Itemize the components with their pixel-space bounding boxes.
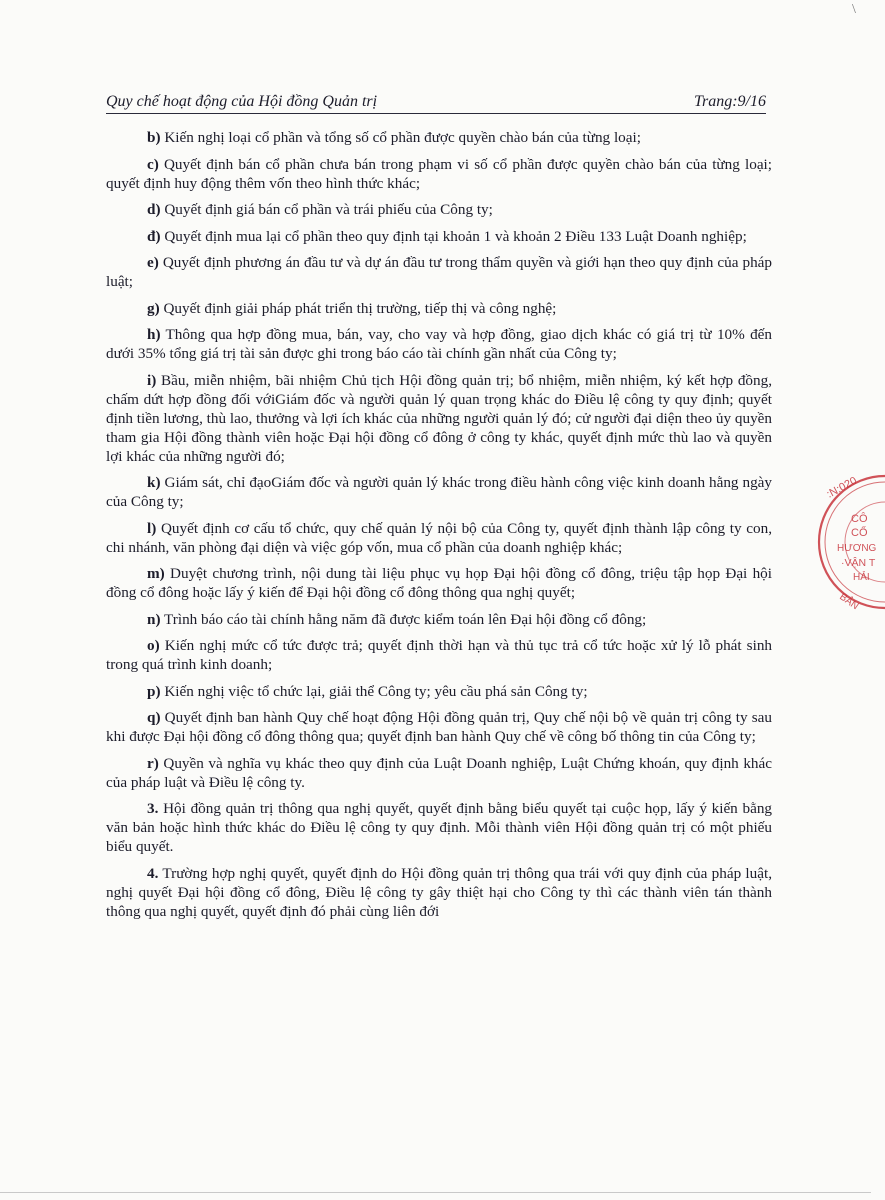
paragraph-label: l)	[147, 519, 157, 537]
paragraph-label: k)	[147, 474, 161, 491]
paragraph-label: r)	[147, 754, 159, 772]
paragraph-label: o)	[147, 637, 160, 654]
paragraph	[106, 636, 772, 674]
paragraph-label: d)	[147, 201, 161, 218]
paragraph	[106, 799, 772, 856]
paragraph-text: Kiến nghị mức cổ tức được trả; quyết định thời hạn và thủ tục trả cổ tức hoặc xử lý lỗ phát sinh trong quá trình kinh doanh;	[106, 637, 773, 673]
paragraph	[106, 128, 772, 147]
paragraph	[106, 708, 772, 746]
seal-text: CÔ	[851, 513, 868, 525]
page-number: Trang:9/16	[693, 93, 766, 110]
paragraph	[106, 864, 772, 921]
seal-text: HẢI	[853, 572, 870, 583]
paragraph-label: đ)	[147, 227, 161, 245]
paragraph-text: Hội đồng quản trị thông qua nghị quyết, quyết định bằng biểu quyết tại cuộc họp, lấy ý kiến bằng văn bản hoặc hình thức khác do Điều lệ công ty quy định. Mỗi thành viên Hội đồng quản trị có một phiếu biểu quyết.	[106, 800, 773, 855]
paragraph-text: Quyền và nghĩa vụ khác theo quy định của Luật Doanh nghiệp, Luật Chứng khoán, quy định khác của pháp luật và Điều lệ công ty.	[106, 754, 772, 791]
paragraph-text: Quyết định ban hành Quy chế hoạt động Hội đồng quản trị, Quy chế nội bộ về quản trị công ty sau khi được Đại hội đồng cổ đông thông qua; quyết định ban hành Quy chế về công bố thông tin của Công ty;	[106, 709, 772, 745]
paragraph-label: g)	[147, 299, 160, 317]
paragraph-label: c)	[147, 155, 159, 173]
seal-text: :N:020	[824, 474, 860, 501]
paragraph-text: Quyết định cơ cấu tổ chức, quy chế quản lý nội bộ của Công ty, quyết định thành lập công ty con, chi nhánh, văn phòng đại diện và việc góp vốn, mua cổ phần của doanh nghiệp khác;	[106, 519, 772, 556]
paragraph	[106, 200, 772, 219]
paragraph-text: Quyết định phương án đầu tư và dự án đầu tư trong thẩm quyền và giới hạn theo quy định của pháp luật;	[106, 254, 773, 290]
paragraph	[106, 253, 772, 291]
paragraph-label: 4.	[147, 864, 159, 882]
paragraph	[106, 473, 772, 511]
paragraph-label: q)	[147, 709, 161, 726]
paragraph-label: 3.	[147, 800, 159, 817]
paragraph	[106, 371, 772, 466]
paragraph	[106, 519, 772, 557]
paragraph	[106, 610, 772, 629]
paragraph-text: Quyết định mua lại cổ phần theo quy định tại khoản 1 và khoản 2 Điều 133 Luật Doanh nghiệp;	[164, 227, 747, 245]
seal-text: ·VẬN T	[841, 557, 876, 569]
paragraph-text: Giám sát, chỉ đạoGiám đốc và người quản lý khác trong điều hành công việc kinh doanh hằng ngày của Công ty;	[106, 474, 773, 510]
paragraph	[106, 754, 772, 792]
paragraph-label: h)	[147, 326, 161, 343]
company-seal	[795, 470, 885, 630]
paragraph-text: Kiến nghị việc tổ chức lại, giải thể Công ty; yêu cầu phá sản Công ty;	[164, 682, 588, 700]
paragraph-text: Duyệt chương trình, nội dung tài liệu phục vụ họp Đại hội đồng cổ đông, triệu tập họp Đại hội đồng cổ đông hoặc lấy ý kiến để Đại hội đồng cổ đông thông qua nghị quyết;	[106, 565, 772, 601]
paragraph	[106, 682, 772, 701]
paragraph-label: m)	[147, 565, 165, 582]
paragraph-label: b)	[147, 129, 161, 146]
paragraph	[106, 299, 772, 318]
paragraph	[106, 325, 772, 363]
scan-mark: \	[852, 2, 856, 17]
paragraph-text: Bầu, miễn nhiệm, bãi nhiệm Chủ tịch Hội đồng quản trị; bổ nhiệm, miễn nhiệm, ký kết hợp đồng, chấm dứt hợp đồng đối vớiGiám đốc và người quản lý quan trọng khác do Điều lệ công ty quy định; quyết định tiền lương, thù lao, thưởng và lợi ích khác của những người quản lý đó; cử người đại diện theo ủy quyền tham gia Hội đồng thành viên hoặc Đại hội đồng cổ đông ở công ty khác, quyết định mức thù lao và quyền lợi khác của những người đó;	[106, 371, 773, 465]
paragraph	[106, 155, 772, 193]
paragraph-text: Quyết định giải pháp phát triển thị trường, tiếp thị và công nghệ;	[163, 299, 557, 317]
paragraph-label: e)	[147, 254, 159, 271]
page-header	[106, 92, 766, 114]
paragraph	[106, 564, 772, 602]
seal-graphic	[795, 470, 885, 630]
paragraph-text: Thông qua hợp đồng mua, bán, vay, cho vay và hợp đồng, giao dịch khác có giá trị từ 10% đến dưới 35% tổng giá trị tài sản được ghi trong báo cáo tài chính gần nhất của Công ty;	[106, 326, 772, 362]
seal-text: CỔ	[851, 527, 868, 539]
document-body	[106, 128, 772, 928]
paragraph-text: Trường hợp nghị quyết, quyết định do Hội đồng quản trị thông qua trái với quy định của pháp luật, nghị quyết Đại hội đồng cổ đông, Điều lệ công ty gây thiệt hại cho Công ty thì các thành viên tán thành thông qua nghị quyết, quyết định đó phải cùng liên đới	[106, 864, 773, 920]
paragraph-label: i)	[147, 371, 157, 389]
page-bottom-edge	[0, 1192, 871, 1193]
paragraph-text: Quyết định giá bán cổ phần và trái phiếu của Công ty;	[164, 201, 493, 218]
paragraph-label: n)	[147, 610, 161, 628]
paragraph-text: Kiến nghị loại cổ phần và tổng số cổ phần được quyền chào bán của từng loại;	[164, 129, 641, 146]
seal-text: HƯƠNG	[837, 543, 877, 554]
paragraph-text: Trình báo cáo tài chính hằng năm đã được kiểm toán lên Đại hội đồng cổ đông;	[164, 610, 647, 628]
seal-text: BẢN	[837, 591, 861, 613]
paragraph-label: p)	[147, 682, 161, 700]
document-title: Quy chế hoạt động của Hội đồng Quản trị	[106, 93, 378, 110]
paragraph	[106, 227, 772, 246]
paragraph-text: Quyết định bán cổ phần chưa bán trong phạm vi số cổ phần được quyền chào bán của từng loại; quyết định huy động thêm vốn theo hình thức khác;	[106, 155, 772, 192]
